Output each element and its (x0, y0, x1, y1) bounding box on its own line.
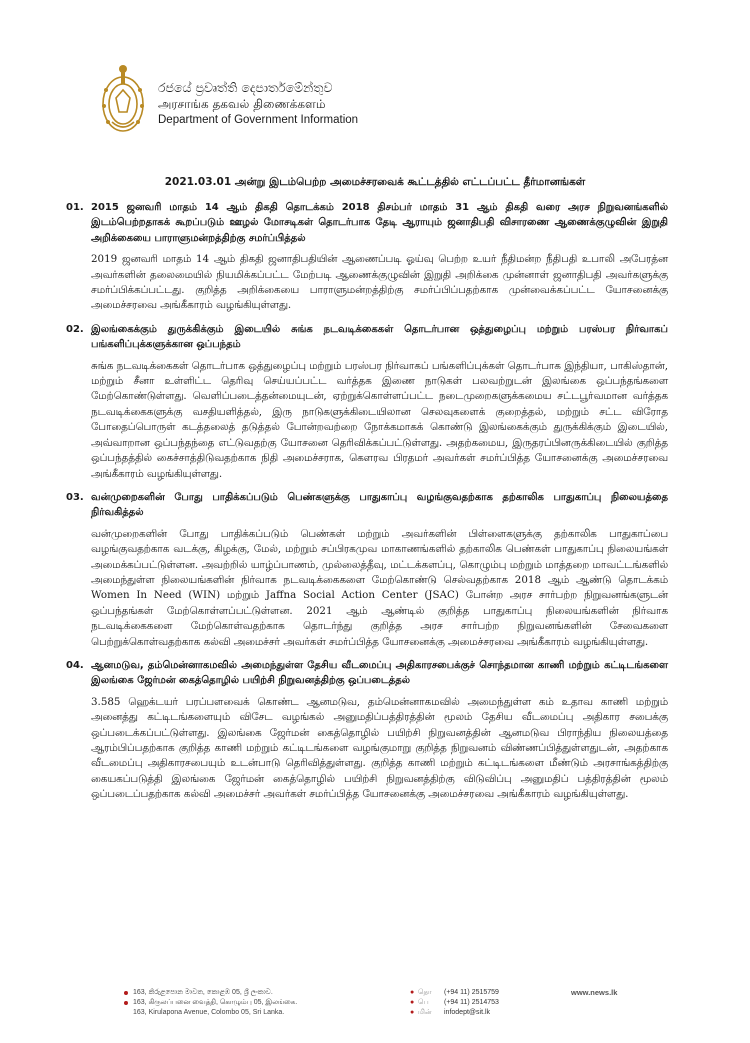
fax-number: (+94 11) 2514753 (444, 999, 499, 1006)
email-address: infodept@sit.lk (444, 1009, 491, 1016)
bullet-icon (124, 1001, 128, 1005)
decision-paragraph: 2019 ஜனவரி மாதம் 14 ஆம் திகதி ஜனாதிபதியின் ஆணைப்படி ஓய்வு பெற்ற உயர் நீதிமன்ற நீதிபதி உபாலி அபேரத்ன அவர்களின் தலைமையில் நியமிக்கப்பட்ட மேற்படி ஆணைக்குழுவின் இறுதி அறிக்கை முன்னாள் ஜனாதிபதி அவர்களுக்கு சமர்ப்பிக்கப்பட்டது. குறித்த அறிக்கையை பாராளுமன்றத்திற்கு சமர்ப்பிப்பதற்காக முன்வைக்கப்பட்ட யோசனைக்கு அமைச்சரவை அங்கீகாரம் வழங்கியுள்ளது. (91, 253, 668, 312)
website-link[interactable]: www.news.lk (571, 988, 618, 997)
letterhead-footer (0, 988, 750, 1028)
email-label: மின் (418, 1009, 432, 1016)
address-sinhala: 163, කිරුළපොන මාවත, කොළඹ 05, ශ්‍රී ලංකාව. (133, 989, 273, 996)
address-block (133, 988, 297, 1018)
decision-item (66, 322, 668, 482)
decision-heading (66, 200, 668, 246)
address-tamil: 163, கிருலப்பனை வைத்தி, கொழும்பு 05, இலங்கை. (133, 999, 298, 1006)
decision-heading (66, 322, 668, 353)
contact-block (410, 988, 499, 1018)
phone-number: (+94 11) 2515759 (444, 989, 499, 996)
phone-label: தொ (418, 989, 432, 996)
department-name (158, 80, 358, 128)
address-english: 163, Kirulapona Avenue, Colombo 05, Sri Lanka. (133, 1009, 285, 1016)
decision-heading-text: இலங்கைக்கும் துருக்கிக்கும் இடையில் சுங்க நடவடிக்கைகள் தொடர்பான ஒத்துழைப்பு மற்றும் பரஸ்பர நிர்வாகப் பங்களிப்புக்களுக்கான ஒப்பந்தம் (91, 323, 668, 351)
email-row (410, 1008, 499, 1018)
dept-name-tamil: அரசாங்க தகவல் திணைக்களம் (158, 97, 326, 111)
decision-paragraph: வன்முறைகளின் போது பாதிக்கப்படும் பெண்கள் மற்றும் அவர்களின் பிள்ளைகளுக்கு தற்காலிக பாதுகாப்பை வழங்குவதற்காக வடக்கு, கிழக்கு, மேல், மற்றும் சப்பிரகமுவ மாகாணங்களில் தற்காலிக பெண்கள் பாதுகாப்பு நிலையங்கள் அமைக்கப்பட்டுள்ளன. அவற்றில் யாழ்ப்பாணம், முல்லைத்தீவு, மட்டக்களப்பு, கொழும்பு மற்றும் மாத்தறை மாவட்டங்களில் அமைந்துள்ள நிலையங்களின் நிர்வாக நடவடிக்கைகளை மேற்கொண்டு செல்வதற்காக 2018 ஆம் ஆண்டு தொடக்கம் Women In Need (WIN) மற்றும் Jaffna Social Action Center (JSAC) போன்ற அரச சார்பற்ற நிறுவனங்களுடன் ஒப்பந்தங்கள் மேற்கொள்ளப்பட்டுள்ளன. 2021 ஆம் ஆண்டில் குறித்த பாதுகாப்பு நிலையங்களின் நிர்வாக நடவடிக்கைகளை மேற்கொள்வதற்காக தொடர்ந்து குறித்த அரச சார்பற்ற நிறுவனங்களின் சேவைகளை பெற்றுக்கொள்வதற்காக கல்வி அமைச்சர் அவர்கள் சமர்ப்பித்த யோசனைக்கு அமைச்சரவை அங்கீகாரம் வழங்கியுள்ளது. (91, 527, 668, 648)
decision-paragraph: சுங்க நடவடிக்கைகள் தொடர்பாக ஒத்துழைப்பு மற்றும் பரஸ்பர நிர்வாகப் பங்களிப்புக்கள் தொடர்பாக இந்தியா, பாகிஸ்தான், மற்றும் சீனா உள்ளிட்ட தெரிவு செய்யப்பட்ட வர்த்தக இணை நாடுகள் பலவற்றுடன் இலங்கை ஒப்பந்தங்களை மேற்கொண்டுள்ளது. வெளிப்படைத்தன்மையுடன், ஏற்றுக்கொள்ளப்பட்ட நடைமுறைகளுக்கமைய சட்டபூர்வமான வர்த்தக நடவடிக்கைகளுக்கு வசதியளித்தல், இரு நாடுகளுக்கிடையிலான செலவுகளைக் குறைத்தல், மற்றும் சட்ட விரோத போதைப்பொருள் கடத்தலைத் தடுத்தல் போன்றவற்றை நோக்கமாகக் கொண்டு இலங்கைக்கும் துருக்கிக்கும் இடையில், அவ்வாறான ஒப்பந்தந்தை எட்டுவதற்கு யோசனை தெரிவிக்கப்பட்டுள்ளது. அதற்கமைய, இருதரப்பினருக்கிடையில் குறித்த ஒப்பந்தத்தில் கைச்சாத்திடுவதற்காக நிதி அமைச்சராக, கௌரவ பிரதமர் அவர்கள் சமர்ப்பித்த யோசனைக்கு அமைச்சரவை அங்கீகாரம் வழங்கியுள்ளது. (91, 359, 668, 480)
decision-heading (66, 490, 668, 521)
dept-name-sinhala: රජයේ ප්‍රවෘත්ති දෙපාර්තමේන්තුව (158, 80, 333, 95)
sri-lanka-emblem-icon (98, 60, 148, 138)
decision-heading-text: 2015 ஜனவரி மாதம் 14 ஆம் திகதி தொடக்கம் 2018 திசம்பர் மாதம் 31 ஆம் திகதி வரை அரச நிறுவனங்களில் இடம்பெற்றதாகக் கூறப்படும் ஊழல் மோசடிகள் தொடர்பாக தேடி ஆராயும் ஜனாதிபதி விசாரணை ஆணைக்குழுவின் இறுதி அறிக்கையை பாராளுமன்றத்திற்கு சமர்ப்பித்தல் (91, 202, 668, 244)
fax-label: பெ (418, 999, 429, 1006)
decision-number: 04. (66, 659, 84, 671)
phone-icon: ● (410, 989, 415, 996)
decision-item (66, 200, 668, 314)
decision-number: 03. (66, 491, 84, 503)
document-title: 2021.03.01 அன்று இடம்பெற்ற அமைச்சரவைக் கூட்டத்தில் எட்டப்பட்ட தீர்மானங்கள் (164, 176, 586, 188)
decision-item (66, 490, 668, 650)
fax-icon: ● (410, 999, 415, 1006)
decision-heading-text: வன்முறைகளின் போது பாதிக்கப்படும் பெண்களுக்கு பாதுகாப்பு வழங்குவதற்காக தற்காலிக பாதுகாப்பு நிலையத்தை நிர்வகித்தல் (91, 491, 668, 519)
decision-heading (66, 658, 668, 689)
decisions-list (66, 192, 668, 803)
phone-row (410, 988, 499, 998)
decision-number: 01. (66, 202, 84, 213)
decision-number: 02. (66, 323, 84, 335)
decision-item (66, 658, 668, 803)
dept-name-english: Department of Government Information (158, 114, 359, 126)
bullet-icon (124, 991, 128, 995)
decision-heading-text: ஆனமடுவ, தம்மென்னாகமவில் அமைந்துள்ள தேசிய வீடமைப்பு அதிகாரசபைக்குச் சொந்தமான காணி மற்றும் கட்டிடங்களை இலங்கை ஜேர்மன் கைத்தொழில் பயிற்சி நிறுவனத்திற்கு ஒப்படைத்தல் (91, 659, 668, 687)
email-icon: ● (410, 1009, 415, 1016)
fax-row (410, 998, 499, 1008)
decision-paragraph: 3.585 ஹெக்டயர் பரப்பளவைக் கொண்ட ஆனமடுவ, தம்மென்னாகமவில் அமைந்துள்ள கம் உதாவ காணி மற்றும் அனைத்து கட்டிடங்களையும் விசேட வழங்கல் அனுமதிப்பத்திரத்தின் மூலம் தேசிய வீடமைப்பு அதிகார சபைக்கு ஒப்படைக்கப்பட்டுள்ளது. இலங்கை ஜேர்மன் கைத்தொழில் பயிற்சி நிறுவனத்தின் ஆனமடுவ பிராந்திய நிலையத்தை ஆரம்பிப்பதற்காக குறித்த காணி மற்றும் கட்டிடங்களை வழங்குமாறு குறித்த நிறுவனம் விண்ணப்பித்துள்ளதுடன், அதற்காக வீடமைப்பு அதிகாரசபையும் உடன்பாடு தெரிவித்துள்ளது. குறித்த காணி மற்றும் கட்டிடங்களை மீண்டும் அரசாங்கத்திற்கு கையகப்படுத்தி இலங்கை ஜேர்மன் கைத்தொழில் பயிற்சி நிறுவனத்திற்கு விடுவிப்பு அனுமதிப் பத்திரத்தின் மூலம் ஒப்படைப்பதற்காக கல்வி அமைச்சர் அவர்கள் சமர்ப்பித்த யோசனைக்கு அமைச்சரவை அங்கீகாரம் வழங்கியுள்ளது. (91, 695, 668, 801)
letterhead (98, 60, 518, 140)
